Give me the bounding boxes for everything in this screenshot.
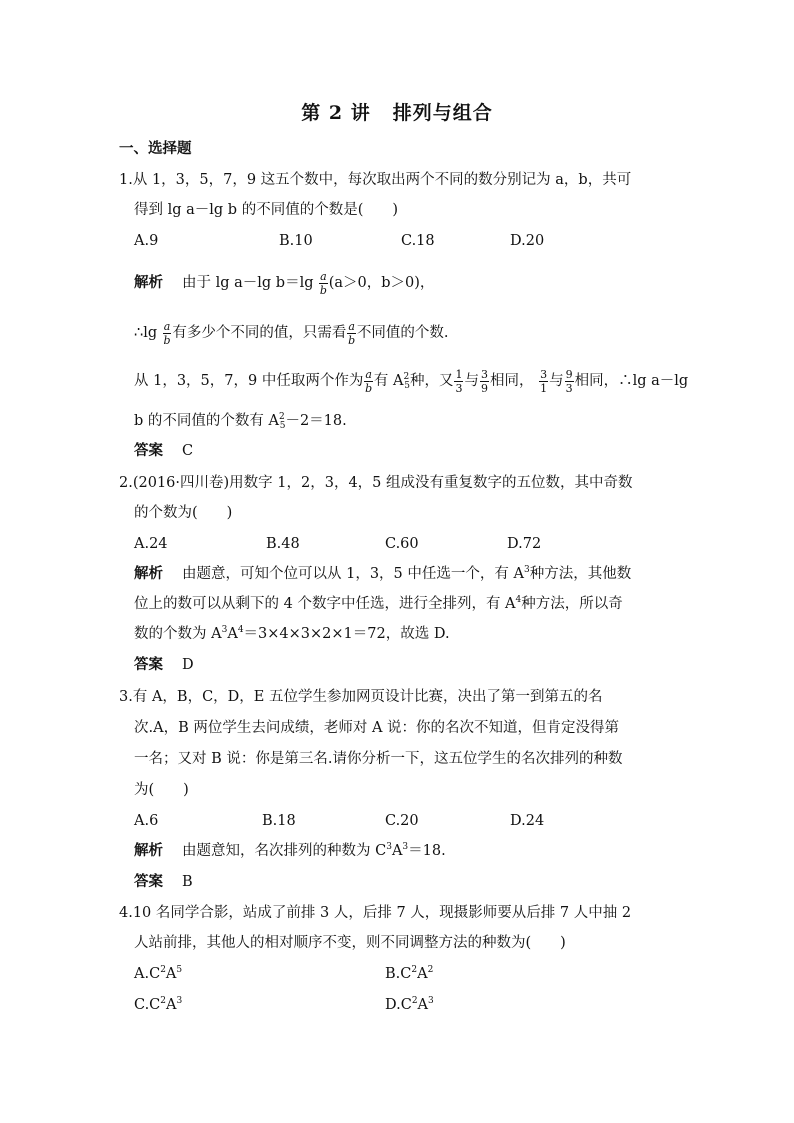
q4-options-row2	[0, 995, 794, 1015]
q1-analysis-line2: ∴lg $\frac{a}{b}$ 有多少个不同的值，只需看 $\frac{a}{b}$ 不同值的个数.	[134, 319, 449, 347]
lecture-topic: 排列与组合	[392, 102, 493, 124]
q4-option-a: $A.C^2A^5$	[134, 965, 183, 982]
q1-analysis-line3: 从 1，3，5，7，9 中任取两个作为 $\frac{a}{b}$ 有 $A^{25}$种，又 $\frac{1}{3}$ 与 $\frac{3}{9}$ 相同， $\frac{3}{1}$ 与 $\frac{9}{3}$ 相同，∴lg a－lg	[134, 367, 689, 395]
q4-option-d: $D.C^2A^3$	[385, 996, 434, 1013]
q2-options	[0, 534, 794, 554]
q4-options-row1	[0, 964, 794, 984]
q2-answer	[134, 655, 194, 675]
q2-option-b: B.48	[266, 536, 300, 552]
fraction-1-over-3: $\frac{1}{3}$	[455, 367, 463, 395]
q1-option-c: C.18	[401, 233, 435, 249]
q3-option-b: B.18	[262, 813, 296, 829]
q3-analysis-label: 解析	[134, 842, 163, 859]
q3-answer-value: B	[182, 874, 193, 890]
section-heading: 一、选择题	[119, 140, 192, 157]
q4-stem-line1: 4.10 名同学合影，站成了前排 3 人，后排 7 人，现摄影师要从后排 7 人中抽 2	[119, 905, 632, 921]
q1-option-b: B.10	[279, 233, 313, 249]
q2-answer-label: 答案	[134, 656, 163, 673]
fraction-3-over-1: $\frac{3}{1}$	[540, 367, 548, 395]
q2-option-d: D.72	[507, 536, 542, 552]
q3-option-c: C.20	[385, 813, 419, 829]
q3-stem-line4: 为( )	[134, 782, 189, 798]
q4-option-b: $B.C^2A^2$	[385, 965, 434, 982]
q3-option-d: D.24	[510, 813, 545, 829]
fraction-3-over-9: $\frac{3}{9}$	[480, 367, 488, 395]
page-title	[0, 98, 794, 125]
q2-answer-value: D	[182, 657, 194, 673]
q2-option-c: C.60	[385, 536, 419, 552]
q3-answer-label: 答案	[134, 873, 163, 890]
q1-stem-line1: 1.从 1，3，5，7，9 这五个数中，每次取出两个不同的数分别记为 a，b，共可	[119, 172, 632, 188]
q2-analysis-line2: 位上的数可以从剩下的 4 个数字中任选，进行全排列，有 $A^4$种方法，所以奇	[134, 595, 623, 612]
q3-stem-line3: 一名；又对 B 说：你是第三名.请你分析一下，这五位学生的名次排列的种数	[134, 751, 623, 767]
q2-analysis-line3: 数的个数为 $A^3A^4=3\times 4\times 3\times 2\times 1=72$，故选 D.	[134, 625, 450, 642]
q3-stem-line1: 3.有 A，B，C，D，E 五位学生参加网页设计比赛，决出了第一到第五的名	[119, 689, 603, 705]
q2-analysis-label: 解析	[134, 565, 163, 582]
q2-stem-line1: 2.(2016·四川卷)用数字 1，2，3，4，5 组成没有重复数字的五位数，其中奇数	[119, 475, 633, 491]
fraction-a-over-b: $\frac{a}{b}$	[163, 319, 171, 347]
q1-analysis-label: 解析	[134, 274, 163, 291]
q3-analysis-line1: 解析 由题意知，名次排列的种数为 $C^3A^3=18$.	[134, 842, 446, 859]
q1-option-a: A.9	[134, 233, 159, 249]
lecture-number: 第 2 讲	[301, 102, 371, 124]
fraction-a-over-b: $\frac{a}{b}$	[348, 319, 356, 347]
q1-analysis-line1: 解析 由于 lg a－lg b＝lg $\frac{a}{b}$ (a＞0，b＞0)，	[134, 269, 435, 297]
q3-stem-line2: 次.A，B 两位学生去问成绩，老师对 A 说：你的名次不知道，但肯定没得第	[134, 720, 620, 736]
fraction-a-over-b: $\frac{a}{b}$	[319, 269, 327, 297]
q2-analysis-line1: 解析 由题意，可知个位可以从 1，3，5 中任选一个，有 $A^3$种方法，其他数	[134, 565, 632, 582]
q2-stem-line2: 的个数为( )	[134, 505, 233, 521]
fraction-a-over-b: $\frac{a}{b}$	[365, 367, 373, 395]
q1-stem-line2: 得到 lg a－lg b 的不同值的个数是( )	[134, 202, 399, 218]
q3-option-a: A.6	[134, 813, 159, 829]
q1-answer-label: 答案	[134, 442, 163, 459]
q3-options	[0, 811, 794, 831]
q1-answer-value: C	[182, 443, 194, 459]
q1-options	[0, 231, 794, 251]
q2-option-a: A.24	[134, 536, 168, 552]
q3-answer	[134, 872, 193, 892]
q1-option-d: D.20	[510, 233, 545, 249]
q4-stem-line2: 人站前排，其他人的相对顺序不变，则不同调整方法的种数为( )	[134, 935, 566, 951]
q1-analysis-line4: b 的不同值的个数有 $A^{25}-2=18$.	[134, 412, 347, 431]
q1-answer	[134, 441, 193, 461]
fraction-9-over-3: $\frac{9}{3}$	[565, 367, 573, 395]
q4-option-c: $C.C^2A^3$	[134, 996, 183, 1013]
